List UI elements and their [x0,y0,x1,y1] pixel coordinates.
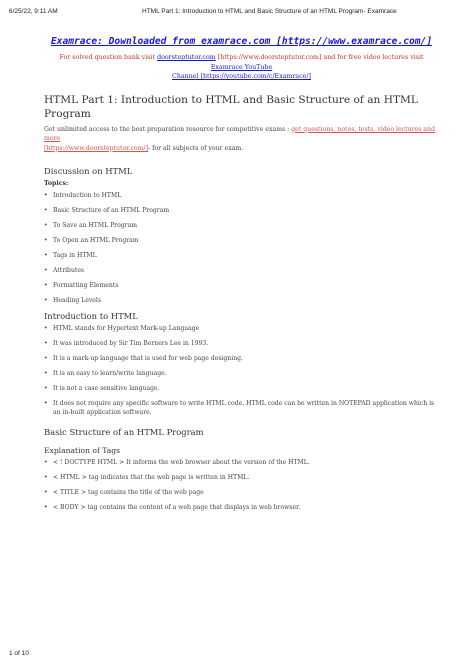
list-item: • It is an easy to learn/write language. [44,369,439,378]
list-item: • HTML stands for Hypertext Mark-up Language [44,324,439,333]
topics-label-text: Topics [44,180,66,187]
list-item: • It is not a case sensitive language. [44,384,439,393]
list-item: • It was introduced by Sir Tim Berners Lee in 1993. [44,339,439,348]
list-item: • Tags in HTML [44,251,439,260]
list-item: • < ! DOCTYPE HTML > It informs the web browser about the version of the HTML. [44,458,439,467]
list-item: • Formatting Elements [44,281,439,290]
intro-prefix: Get unlimited access to the best preparation resource for competitive exams : [44,125,292,133]
section-heading-discussion: Discussion on HTML [44,166,133,176]
print-title: HTML Part 1: Introduction to HTML and Basic Structure of an HTML Program- Examrace [142,8,397,15]
list-item: • To Open an HTML Program [44,236,439,245]
doorsteptutor-link[interactable]: doorsteptutor.com [157,54,216,61]
list-item: • Heading Levels [44,296,439,305]
list-item: • < TITLE > tag contains the title of the web page [44,488,439,497]
promo-prefix: For solved question bank visit [59,54,158,61]
page-number: 1 of 10 [9,650,29,657]
topics-colon: : [65,180,69,187]
youtube-link[interactable]: Examrace YouTube [210,63,273,71]
list-item: • Attributes [44,266,439,275]
topics-list [44,191,439,305]
list-item: • Basic Structure of an HTML Program [44,206,439,215]
list-item: • < BODY > tag contains the content of a web page that displays in web browser. [44,503,439,512]
tags-list [44,458,439,512]
promo-line [44,53,439,82]
subheading-explanation-of-tags: Explanation of Tags [44,446,120,455]
intro-link-url[interactable]: [https://www.doorsteptutor.com/] [44,144,149,152]
section-heading-introduction: Introduction to HTML [44,311,138,321]
intro-paragraph [44,125,439,154]
page-title: HTML Part 1: Introduction to HTML and Basic Structure of an HTML Program [44,93,418,120]
intro-end: - for all subjects of your exam. [148,144,244,152]
introduction-list [44,324,439,417]
list-item: • To Save an HTML Program [44,221,439,230]
youtube-channel-link[interactable]: Channel [https://youtube.com/c/Examrace/] [172,73,311,80]
promo-middle: [https://www.doorsteptutor.com] and for free video lectures visit [215,54,424,61]
list-item: • It does not require any specific software to write HTML code. HTML code can be written in NOTEPAD application which is an in-built application software. [44,399,439,417]
document-content [44,36,439,512]
section-heading-basic-structure: Basic Structure of an HTML Program [44,427,204,437]
list-item: • It is a mark-up language that is used for web page designing. [44,354,439,363]
topics-label [44,179,439,188]
print-date: 6/25/22, 9:11 AM [9,8,58,15]
list-item: • Introduction to HTML [44,191,439,200]
list-item: • < HTML > tag indicates that the web page is written in HTML. [44,473,439,482]
download-banner[interactable]: Examrace: Downloaded from examrace.com [https://www.examrace.com/] [50,36,433,47]
intro-link[interactable]: get questions, notes, tests, video lectures and more [44,125,435,142]
